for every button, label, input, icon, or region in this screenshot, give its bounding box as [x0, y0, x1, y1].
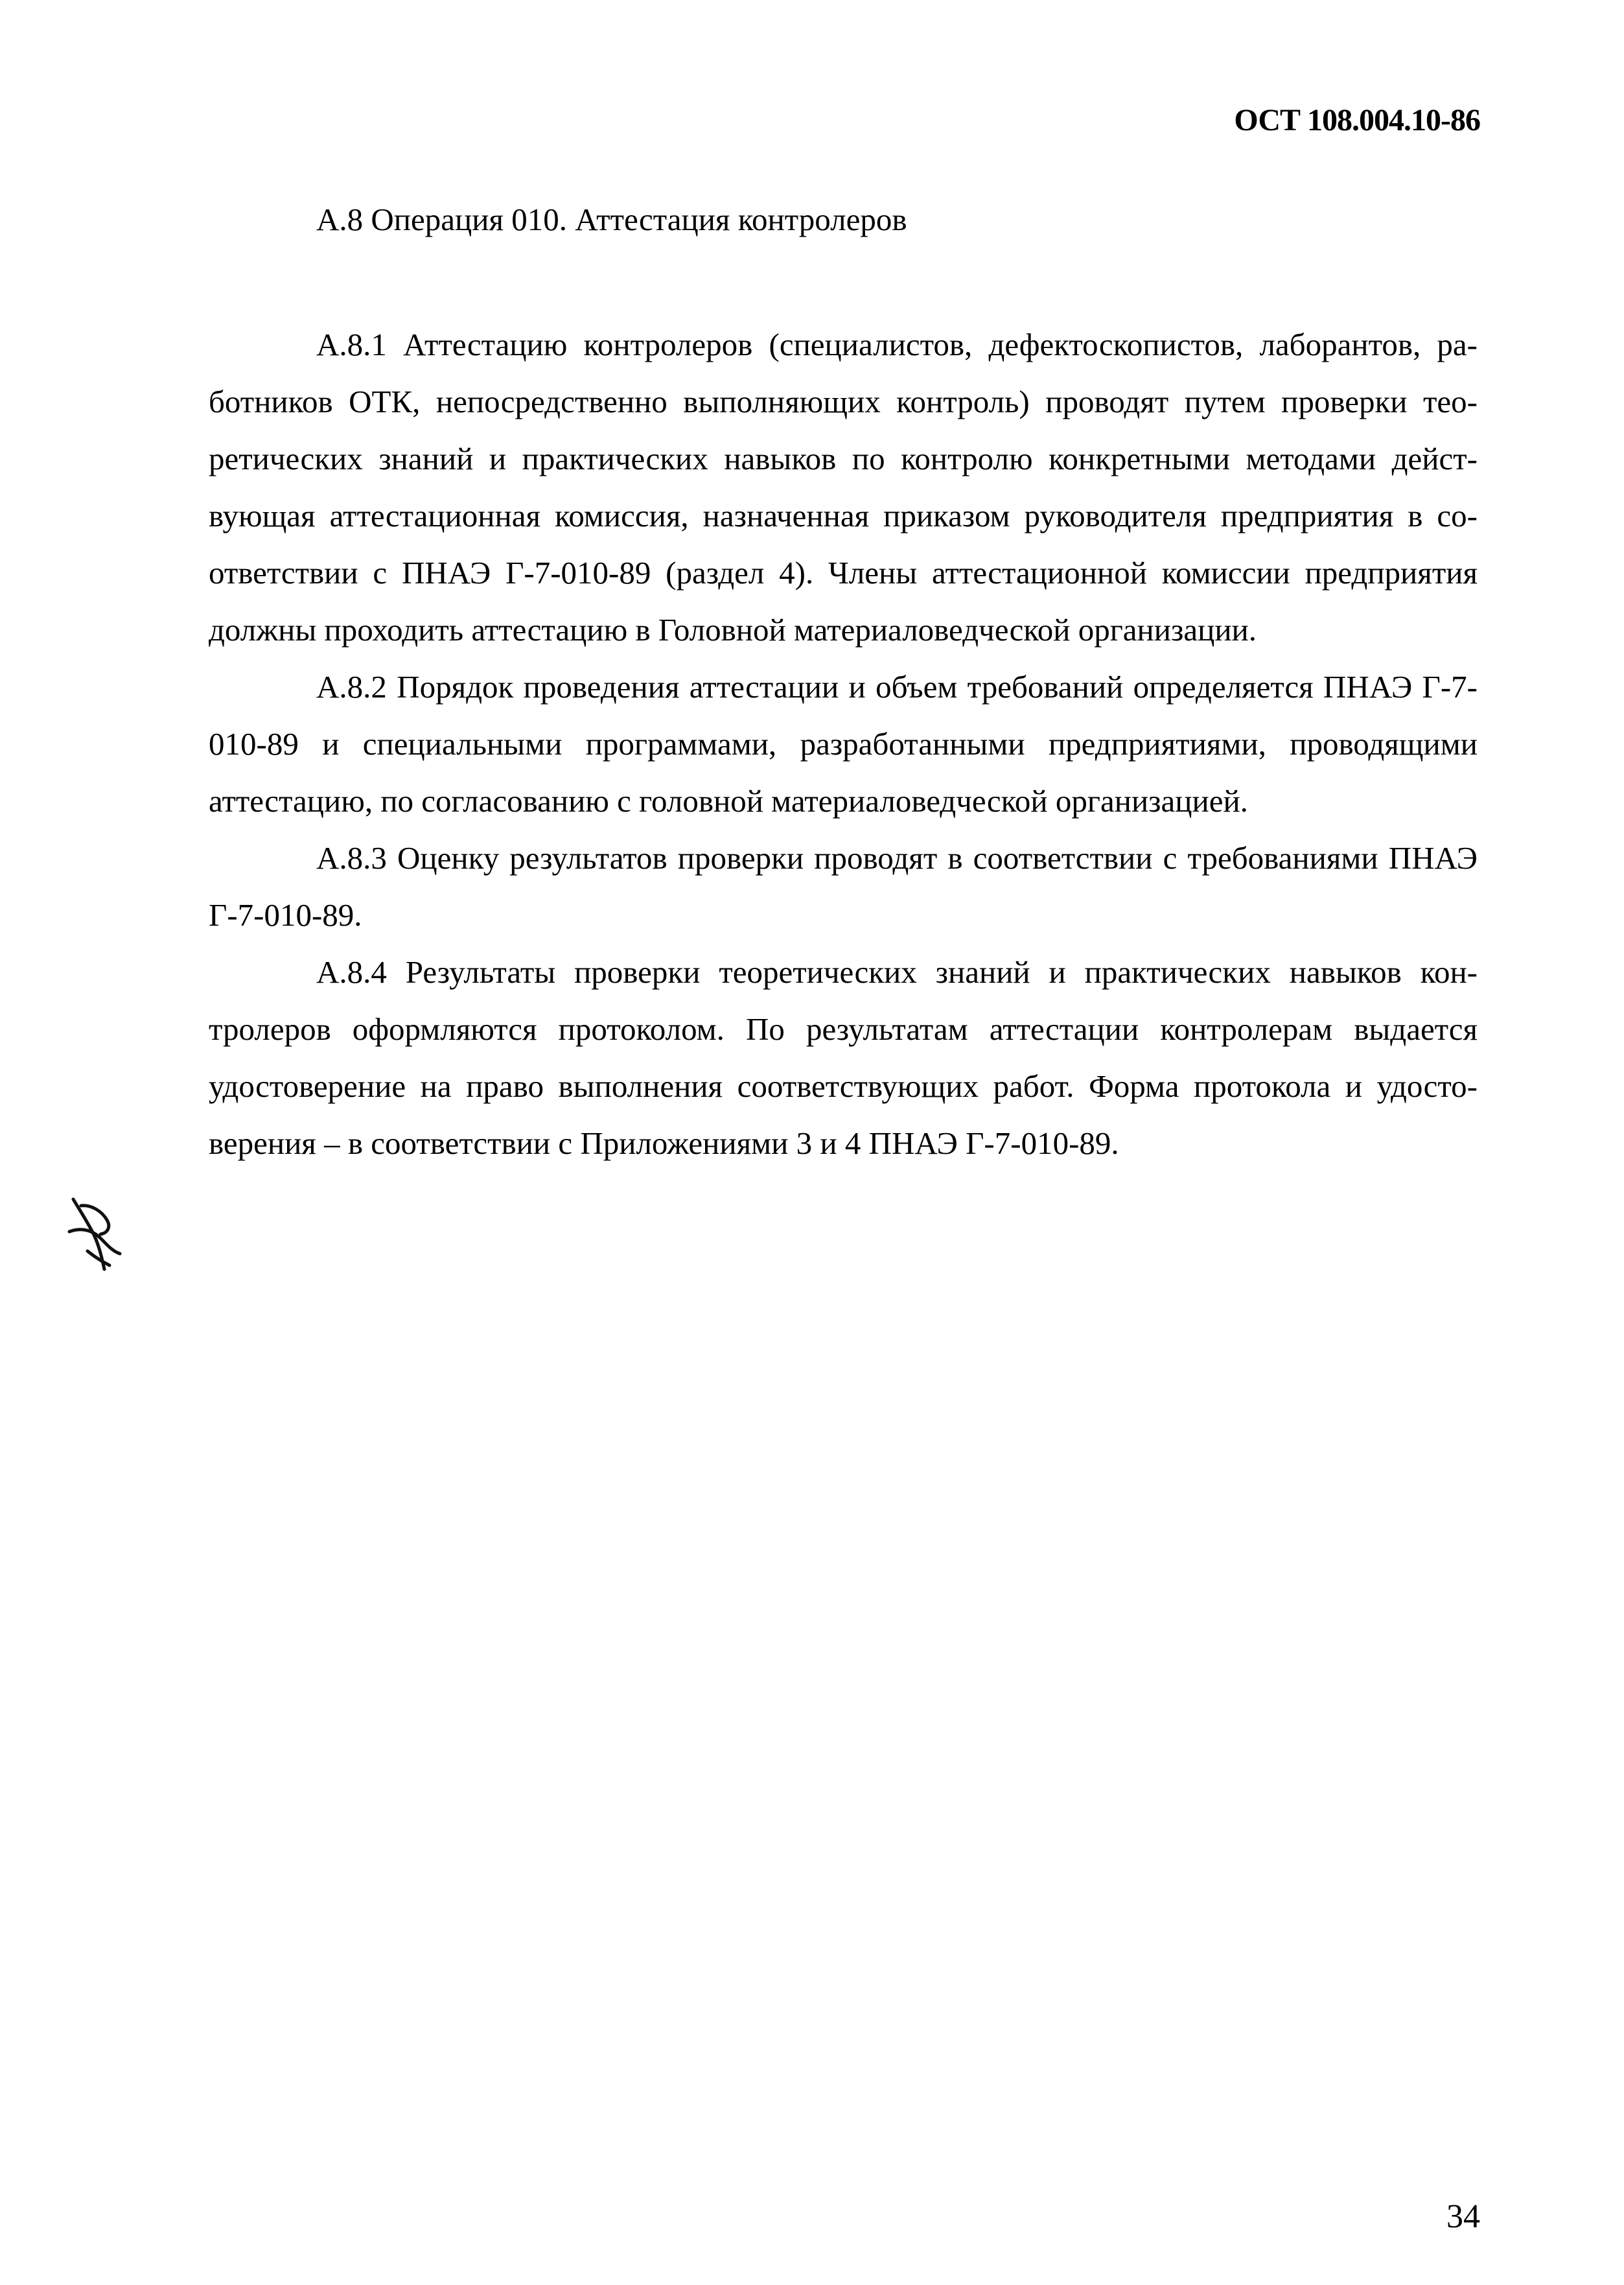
document-code: ОСТ 108.004.10-86 — [1234, 103, 1480, 137]
handwritten-signature — [62, 1186, 126, 1277]
page-number: 34 — [1446, 2198, 1480, 2235]
paragraph-a83: А.8.3 Оценку результатов проверки проводят в соответствии с требованиями ПНАЭ Г-7-010-89. — [209, 840, 1478, 933]
paragraph-a82: А.8.2 Порядок проведения аттестации и объем требований определяется ПНАЭ Г-7-010-89 и специальными программами, разработанными предприятиями, проводящими аттестацию, по согласованию с головной материаловедческой организацией. — [209, 669, 1478, 819]
paragraph-a81: А.8.1 Аттестацию контролеров (специалистов, дефектоскопистов, лаборантов, работников ОТК, непосредственно выполняющих контроль) проводят путем проверки теоретических знаний и практических навыков по контролю конкретными методами действующая аттестационная комиссия, назначенная приказом руководителя предприятия в соответствии с ПНАЭ Г-7-010-89 (раздел 4). Члены аттестационной комиссии предприятия должны проходить аттестацию в Головной материаловедческой организации. — [209, 327, 1478, 648]
paragraph-a84: А.8.4 Результаты проверки теоретических знаний и практических навыков контролеров оформляются протоколом. По результатам аттестации контролерам выдается удостоверение на право выполнения соответствующих работ. Форма протокола и удостоверения – в соответствии с Приложениями 3 и 4 ПНАЭ Г-7-010-89. — [209, 954, 1478, 1161]
section-title: А.8 Операция 010. Аттестация контролеров — [316, 202, 907, 237]
section-body — [209, 316, 1478, 1172]
